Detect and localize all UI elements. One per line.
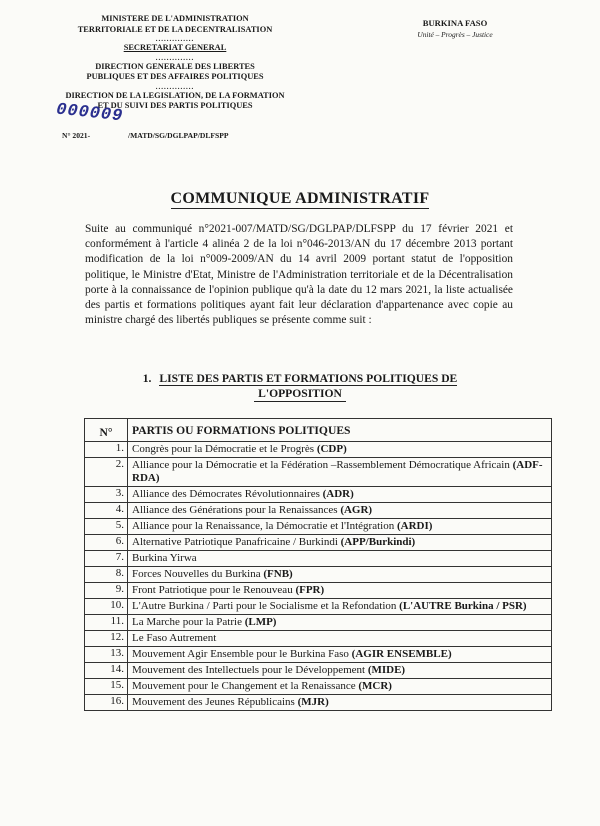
table-row	[85, 663, 552, 679]
party-cell	[128, 599, 552, 615]
table-header-row	[85, 419, 552, 442]
table-row	[85, 503, 552, 519]
country-name: BURKINA FASO	[422, 18, 488, 28]
party-name: Alliance pour la Démocratie et la Fédération –Rassemblement Démocratique Africain	[132, 459, 513, 471]
table-row	[85, 695, 552, 711]
party-name: Le Faso Autrement	[132, 632, 217, 644]
row-number: 12.	[85, 631, 128, 647]
party-acronym: (MIDE)	[367, 664, 406, 676]
party-cell	[128, 535, 552, 551]
party-name: Alliance pour la Renaissance, la Démocratie et l'Intégration	[132, 520, 397, 532]
row-number: 2.	[85, 458, 128, 487]
party-cell	[128, 647, 552, 663]
ministry-name-line2: TERRITORIALE ET DE LA DECENTRALISATION	[77, 24, 273, 34]
row-number: 3.	[85, 487, 128, 503]
party-acronym: (ADF-RDA)	[132, 459, 543, 484]
section-heading	[100, 371, 500, 402]
sub-direction-name-line2: ET DU SUIVI DES PARTIS POLITIQUES	[97, 101, 253, 110]
party-acronym: (CDP)	[316, 443, 347, 455]
row-number: 5.	[85, 519, 128, 535]
table-row	[85, 679, 552, 695]
party-acronym: (L'AUTRE Burkina / PSR)	[399, 600, 527, 612]
parties-table	[84, 418, 552, 711]
party-name: Mouvement des Jeunes Républicains	[132, 696, 298, 708]
table-row	[85, 442, 552, 458]
document-title-text: COMMUNIQUE ADMINISTRATIF	[170, 190, 430, 207]
party-cell	[128, 679, 552, 695]
row-number: 1.	[85, 442, 128, 458]
party-cell	[128, 503, 552, 519]
party-name: Forces Nouvelles du Burkina	[132, 568, 264, 580]
row-number: 13.	[85, 647, 128, 663]
secretariat-name: SECRETARIAT GENERAL	[123, 43, 227, 52]
document-reference	[62, 131, 229, 140]
separator: ..............	[155, 53, 195, 62]
table-row	[85, 551, 552, 567]
section-title-line1: LISTE DES PARTIS ET FORMATIONS POLITIQUES DE	[159, 372, 458, 385]
column-header-party: PARTIS OU FORMATIONS POLITIQUES	[128, 419, 552, 442]
row-number: 14.	[85, 663, 128, 679]
party-cell	[128, 442, 552, 458]
row-number: 10.	[85, 599, 128, 615]
table-row	[85, 535, 552, 551]
row-number: 6.	[85, 535, 128, 551]
table-row	[85, 583, 552, 599]
national-motto: Unité – Progrès – Justice	[417, 30, 493, 39]
direction-name-line2: PUBLIQUES ET DES AFFAIRES POLITIQUES	[86, 72, 264, 81]
party-cell	[128, 631, 552, 647]
reference-suffix: /MATD/SG/DGLPAP/DLFSPP	[128, 131, 229, 140]
party-name: Front Patriotique pour le Renouveau	[132, 584, 296, 596]
party-cell	[128, 487, 552, 503]
header-right	[380, 18, 530, 39]
ministry-name-line1: MINISTERE DE L'ADMINISTRATION	[101, 14, 249, 23]
party-acronym: (ARDI)	[396, 520, 433, 532]
party-acronym: (APP/Burkindi)	[340, 536, 416, 548]
party-cell	[128, 615, 552, 631]
column-header-number: N°	[85, 419, 128, 442]
table-row	[85, 599, 552, 615]
party-name: Alternative Patriotique Panafricaine / Burkindi	[132, 536, 341, 548]
party-cell	[128, 663, 552, 679]
table-row	[85, 519, 552, 535]
table-row	[85, 567, 552, 583]
party-cell	[128, 519, 552, 535]
row-number: 11.	[85, 615, 128, 631]
table-row	[85, 615, 552, 631]
header-left	[60, 14, 290, 112]
party-acronym: (ADR)	[322, 488, 354, 500]
table-row	[85, 487, 552, 503]
party-cell	[128, 583, 552, 599]
party-acronym: (LMP)	[244, 616, 277, 628]
party-name: Mouvement des Intellectuels pour le Développement	[132, 664, 368, 676]
party-name: Burkina Yirwa	[132, 552, 197, 564]
party-name: Congrès pour la Démocratie et le Progrès	[132, 443, 317, 455]
table-row	[85, 458, 552, 487]
party-name: Mouvement Agir Ensemble pour le Burkina Faso	[132, 648, 352, 660]
party-name: La Marche pour la Patrie	[132, 616, 245, 628]
party-acronym: (MCR)	[358, 680, 392, 692]
direction-name-line1: DIRECTION GENERALE DES LIBERTES	[95, 61, 255, 71]
party-acronym: (FNB)	[263, 568, 293, 580]
party-cell	[128, 458, 552, 487]
party-acronym: (MJR)	[297, 696, 329, 708]
table-row	[85, 631, 552, 647]
row-number: 16.	[85, 695, 128, 711]
reference-number-stamp: 000009	[55, 100, 125, 127]
body-paragraph: Suite au communiqué n°2021-007/MATD/SG/DGLPAP/DLFSPP du 17 février 2021 et conformément à l'article 4 alinéa 2 de la loi n°046-2013/AN du 17 décembre 2013 portant modification de la loi n°009-2009/AN du 14 avril 2009 portant statut de l'opposition politique, le Ministre d'Etat, Ministre de l'Administration territoriale et de la Décentralisation porte à la connaissance de l'opinion publique qu'à la date du 12 mars 2021, la liste actualisée des partis et formations politiques ayant fait leur déclaration d'appartenance avec copie au ministre chargé des libertés publiques se présente comme suit :	[85, 223, 513, 327]
separator: ..............	[155, 35, 195, 43]
party-cell	[128, 695, 552, 711]
document-title	[0, 190, 600, 208]
table-row	[85, 647, 552, 663]
row-number: 4.	[85, 503, 128, 519]
party-name: Alliance des Démocrates Révolutionnaires	[132, 488, 323, 500]
section-title-line2: L'OPPOSITION	[254, 386, 346, 402]
row-number: 9.	[85, 583, 128, 599]
party-cell	[128, 567, 552, 583]
party-name: Alliance des Générations pour la Renaissances	[132, 504, 341, 516]
row-number: 7.	[85, 551, 128, 567]
party-name: L'Autre Burkina / Parti pour le Socialisme et la Refondation	[132, 600, 400, 612]
sub-direction-name-line1: DIRECTION DE LA LEGISLATION, DE LA FORMATION	[65, 90, 285, 100]
party-acronym: (FPR)	[295, 584, 325, 596]
party-acronym: (AGR)	[340, 504, 373, 516]
reference-prefix: N° 2021-	[62, 131, 91, 140]
section-number: 1.	[142, 372, 152, 385]
row-number: 8.	[85, 567, 128, 583]
party-cell	[128, 551, 552, 567]
row-number: 15.	[85, 679, 128, 695]
separator: ..............	[155, 82, 195, 91]
party-acronym: (AGIR ENSEMBLE)	[351, 648, 452, 660]
party-name: Mouvement pour le Changement et la Renaissance	[132, 680, 359, 692]
